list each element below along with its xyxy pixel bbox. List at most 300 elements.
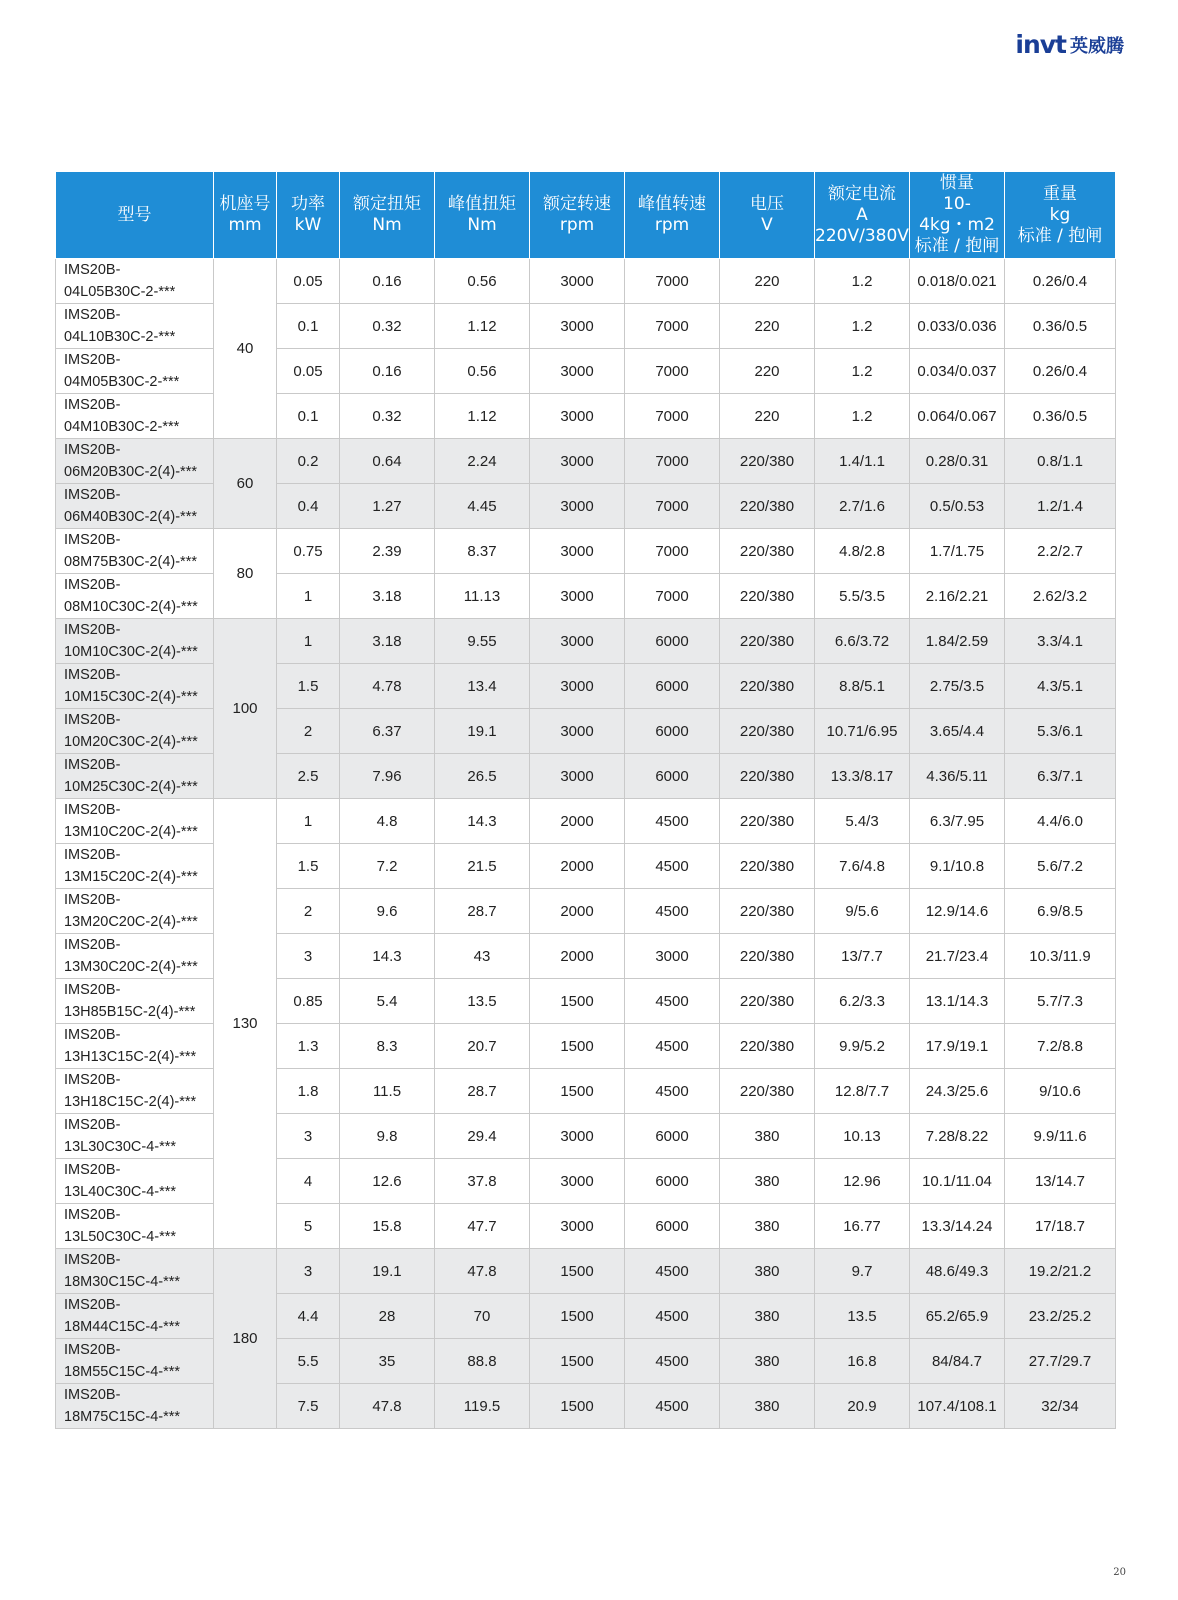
cell-peak-torque: 21.5	[435, 844, 530, 889]
cell-weight: 17/18.7	[1005, 1204, 1116, 1249]
cell-weight: 6.9/8.5	[1005, 889, 1116, 934]
cell-model	[56, 844, 214, 889]
cell-peak-speed: 6000	[625, 1159, 720, 1204]
cell-inertia: 0.064/0.067	[910, 394, 1005, 439]
cell-peak-torque: 88.8	[435, 1339, 530, 1384]
cell-power: 0.05	[277, 259, 340, 304]
cell-rated-current: 10.13	[815, 1114, 910, 1159]
cell-weight: 3.3/4.1	[1005, 619, 1116, 664]
cell-model	[56, 394, 214, 439]
cell-peak-torque: 28.7	[435, 1069, 530, 1114]
cell-voltage: 220/380	[720, 1069, 815, 1114]
cell-inertia: 3.65/4.4	[910, 709, 1005, 754]
invt-logo	[1015, 30, 1124, 59]
cell-model	[56, 1339, 214, 1384]
cell-rated-torque: 12.6	[340, 1159, 435, 1204]
cell-power: 3	[277, 934, 340, 979]
header-power-line: 功率	[291, 194, 325, 214]
cell-rated-speed: 1500	[530, 1024, 625, 1069]
model-line: IMS20B-	[64, 262, 121, 278]
model-line: IMS20B-	[64, 982, 121, 998]
cell-peak-speed: 7000	[625, 439, 720, 484]
cell-rated-speed: 2000	[530, 889, 625, 934]
header-peak-torque-line: 峰值扭矩	[448, 194, 516, 214]
cell-weight: 27.7/29.7	[1005, 1339, 1116, 1384]
model-line: 10M15C30C-2(4)-***	[64, 689, 198, 705]
cell-rated-torque: 7.2	[340, 844, 435, 889]
header-rated-current-line: 额定电流	[828, 183, 896, 204]
cell-model	[56, 1159, 214, 1204]
cell-model	[56, 529, 214, 574]
cell-rated-torque: 14.3	[340, 934, 435, 979]
cell-inertia: 2.75/3.5	[910, 664, 1005, 709]
cell-peak-speed: 4500	[625, 1384, 720, 1429]
cell-model	[56, 754, 214, 799]
cell-peak-torque: 11.13	[435, 574, 530, 619]
cell-model	[56, 439, 214, 484]
cell-peak-torque: 9.55	[435, 619, 530, 664]
header-peak-torque-line: Nm	[467, 215, 497, 235]
table-row	[56, 1249, 1116, 1294]
header-power	[277, 172, 340, 259]
cell-inertia: 2.16/2.21	[910, 574, 1005, 619]
cell-peak-speed: 6000	[625, 709, 720, 754]
header-voltage-line: 电压	[750, 194, 784, 214]
cell-rated-torque: 0.64	[340, 439, 435, 484]
cell-weight: 13/14.7	[1005, 1159, 1116, 1204]
cell-rated-speed: 2000	[530, 934, 625, 979]
cell-rated-current: 16.77	[815, 1204, 910, 1249]
cell-inertia: 10.1/11.04	[910, 1159, 1005, 1204]
cell-rated-torque: 0.16	[340, 349, 435, 394]
cell-rated-current: 12.96	[815, 1159, 910, 1204]
cell-peak-torque: 26.5	[435, 754, 530, 799]
cell-peak-speed: 4500	[625, 1339, 720, 1384]
model-line: 13M10C20C-2(4)-***	[64, 824, 198, 840]
cell-weight: 1.2/1.4	[1005, 484, 1116, 529]
header-rated-current-line: 220V/380V	[815, 225, 909, 246]
model-line: IMS20B-	[64, 802, 121, 818]
cell-rated-speed: 1500	[530, 1384, 625, 1429]
header-inertia	[910, 172, 1005, 259]
model-line: IMS20B-	[64, 1297, 121, 1313]
cell-rated-speed: 3000	[530, 1114, 625, 1159]
cell-peak-torque: 37.8	[435, 1159, 530, 1204]
model-line: IMS20B-	[64, 1387, 121, 1403]
cell-voltage: 220	[720, 394, 815, 439]
cell-model	[56, 709, 214, 754]
cell-inertia: 13.3/14.24	[910, 1204, 1005, 1249]
cell-rated-speed: 3000	[530, 304, 625, 349]
page-number: 20	[1113, 1567, 1126, 1578]
cell-power: 2.5	[277, 754, 340, 799]
table-row	[56, 799, 1116, 844]
cell-peak-speed: 6000	[625, 664, 720, 709]
model-line: 06M20B30C-2(4)-***	[64, 464, 197, 480]
cell-rated-speed: 1500	[530, 1294, 625, 1339]
cell-peak-torque: 8.37	[435, 529, 530, 574]
cell-rated-current: 10.71/6.95	[815, 709, 910, 754]
cell-rated-current: 1.2	[815, 394, 910, 439]
cell-inertia: 48.6/49.3	[910, 1249, 1005, 1294]
cell-rated-speed: 3000	[530, 754, 625, 799]
cell-peak-speed: 6000	[625, 619, 720, 664]
model-line: IMS20B-	[64, 397, 121, 413]
cell-rated-torque: 7.96	[340, 754, 435, 799]
cell-rated-torque: 15.8	[340, 1204, 435, 1249]
header-rated-torque	[340, 172, 435, 259]
cell-peak-speed: 4500	[625, 1069, 720, 1114]
model-line: IMS20B-	[64, 1072, 121, 1088]
model-line: 10M10C30C-2(4)-***	[64, 644, 198, 660]
cell-weight: 2.62/3.2	[1005, 574, 1116, 619]
header-frame-line: 机座号	[219, 194, 271, 214]
cell-peak-speed: 7000	[625, 574, 720, 619]
cell-rated-speed: 3000	[530, 259, 625, 304]
header-weight	[1005, 172, 1116, 259]
cell-power: 1.8	[277, 1069, 340, 1114]
cell-rated-current: 1.2	[815, 259, 910, 304]
cell-rated-speed: 3000	[530, 1159, 625, 1204]
header-inertia-line: 标准 / 抱闸	[914, 236, 1000, 256]
header-rated-speed-line: rpm	[559, 215, 595, 235]
cell-model	[56, 799, 214, 844]
cell-peak-speed: 7000	[625, 484, 720, 529]
cell-voltage: 220/380	[720, 574, 815, 619]
model-line: 04L05B30C-2-***	[64, 284, 176, 300]
cell-power: 7.5	[277, 1384, 340, 1429]
cell-power: 5	[277, 1204, 340, 1249]
cell-inertia: 13.1/14.3	[910, 979, 1005, 1024]
cell-rated-speed: 3000	[530, 484, 625, 529]
cell-power: 4	[277, 1159, 340, 1204]
model-line: 18M75C15C-4-***	[64, 1409, 181, 1425]
cell-rated-current: 13.3/8.17	[815, 754, 910, 799]
cell-weight: 7.2/8.8	[1005, 1024, 1116, 1069]
cell-frame: 60	[214, 439, 277, 529]
model-line: 13L50C30C-4-***	[64, 1229, 177, 1245]
model-line: 18M44C15C-4-***	[64, 1319, 181, 1335]
cell-rated-current: 2.7/1.6	[815, 484, 910, 529]
header-voltage-line: V	[761, 215, 773, 235]
model-line: 10M20C30C-2(4)-***	[64, 734, 198, 750]
cell-peak-speed: 4500	[625, 799, 720, 844]
cell-voltage: 380	[720, 1204, 815, 1249]
cell-rated-torque: 6.37	[340, 709, 435, 754]
cell-model	[56, 484, 214, 529]
cell-peak-speed: 7000	[625, 349, 720, 394]
cell-weight: 23.2/25.2	[1005, 1294, 1116, 1339]
cell-rated-speed: 3000	[530, 1204, 625, 1249]
cell-model	[56, 1204, 214, 1249]
cell-voltage: 380	[720, 1114, 815, 1159]
model-line: 13L30C30C-4-***	[64, 1139, 177, 1155]
cell-inertia: 65.2/65.9	[910, 1294, 1005, 1339]
header-inertia-line: 4kg・m2	[919, 215, 995, 235]
cell-peak-speed: 4500	[625, 844, 720, 889]
cell-rated-speed: 3000	[530, 439, 625, 484]
model-line: IMS20B-	[64, 937, 121, 953]
model-line: IMS20B-	[64, 757, 121, 773]
model-line: 13L40C30C-4-***	[64, 1184, 177, 1200]
model-line: IMS20B-	[64, 1252, 121, 1268]
header-rated-torque-line: Nm	[372, 215, 402, 235]
cell-voltage: 380	[720, 1294, 815, 1339]
table-row	[56, 529, 1116, 574]
cell-inertia: 84/84.7	[910, 1339, 1005, 1384]
cell-rated-current: 16.8	[815, 1339, 910, 1384]
cell-inertia: 4.36/5.11	[910, 754, 1005, 799]
cell-voltage: 220/380	[720, 664, 815, 709]
cell-peak-torque: 119.5	[435, 1384, 530, 1429]
model-line: 10M25C30C-2(4)-***	[64, 779, 198, 795]
model-line: 04M05B30C-2-***	[64, 374, 180, 390]
cell-rated-current: 1.4/1.1	[815, 439, 910, 484]
cell-peak-torque: 43	[435, 934, 530, 979]
cell-voltage: 220/380	[720, 619, 815, 664]
cell-rated-torque: 35	[340, 1339, 435, 1384]
cell-peak-torque: 14.3	[435, 799, 530, 844]
model-line: IMS20B-	[64, 667, 121, 683]
cell-rated-current: 6.2/3.3	[815, 979, 910, 1024]
cell-weight: 4.3/5.1	[1005, 664, 1116, 709]
header-power-line: kW	[294, 215, 322, 235]
cell-peak-speed: 6000	[625, 754, 720, 799]
model-line: IMS20B-	[64, 442, 121, 458]
model-line: 08M75B30C-2(4)-***	[64, 554, 197, 570]
cell-peak-torque: 0.56	[435, 259, 530, 304]
cell-rated-speed: 3000	[530, 529, 625, 574]
cell-peak-speed: 3000	[625, 934, 720, 979]
cell-voltage: 220/380	[720, 844, 815, 889]
cell-power: 1.5	[277, 664, 340, 709]
logo-wordmark: invt	[1015, 30, 1066, 59]
model-line: 13M20C20C-2(4)-***	[64, 914, 198, 930]
cell-rated-speed: 3000	[530, 394, 625, 439]
cell-power: 1	[277, 619, 340, 664]
cell-power: 0.2	[277, 439, 340, 484]
cell-rated-speed: 3000	[530, 664, 625, 709]
cell-frame: 40	[214, 259, 277, 439]
cell-voltage: 220	[720, 304, 815, 349]
cell-model	[56, 1249, 214, 1294]
cell-peak-torque: 47.7	[435, 1204, 530, 1249]
model-line: 08M10C30C-2(4)-***	[64, 599, 198, 615]
cell-weight: 5.3/6.1	[1005, 709, 1116, 754]
model-line: 06M40B30C-2(4)-***	[64, 509, 197, 525]
cell-power: 0.75	[277, 529, 340, 574]
cell-rated-current: 5.4/3	[815, 799, 910, 844]
model-line: IMS20B-	[64, 1117, 121, 1133]
header-peak-torque	[435, 172, 530, 259]
cell-model	[56, 619, 214, 664]
cell-weight: 10.3/11.9	[1005, 934, 1116, 979]
cell-power: 0.05	[277, 349, 340, 394]
cell-power: 5.5	[277, 1339, 340, 1384]
cell-voltage: 380	[720, 1384, 815, 1429]
cell-rated-current: 9.7	[815, 1249, 910, 1294]
logo-cn-name: 英威腾	[1070, 35, 1124, 57]
cell-rated-torque: 11.5	[340, 1069, 435, 1114]
cell-weight: 0.26/0.4	[1005, 349, 1116, 394]
cell-model	[56, 1024, 214, 1069]
cell-weight: 0.36/0.5	[1005, 304, 1116, 349]
model-line: IMS20B-	[64, 1207, 121, 1223]
cell-rated-torque: 0.16	[340, 259, 435, 304]
header-model-line: 型号	[117, 204, 152, 225]
model-line: 13H18C15C-2(4)-***	[64, 1094, 197, 1110]
cell-power: 1.5	[277, 844, 340, 889]
model-line: IMS20B-	[64, 307, 121, 323]
cell-weight: 9.9/11.6	[1005, 1114, 1116, 1159]
header-voltage	[720, 172, 815, 259]
header-weight-line: kg	[1049, 204, 1071, 225]
cell-peak-torque: 47.8	[435, 1249, 530, 1294]
cell-peak-speed: 4500	[625, 889, 720, 934]
header-inertia-line: 惯量	[940, 173, 974, 193]
cell-rated-current: 8.8/5.1	[815, 664, 910, 709]
cell-model	[56, 1069, 214, 1114]
cell-weight: 4.4/6.0	[1005, 799, 1116, 844]
cell-frame: 100	[214, 619, 277, 799]
header-frame-line: mm	[228, 215, 262, 235]
cell-inertia: 0.28/0.31	[910, 439, 1005, 484]
cell-rated-speed: 3000	[530, 619, 625, 664]
cell-rated-torque: 0.32	[340, 304, 435, 349]
cell-peak-speed: 7000	[625, 304, 720, 349]
cell-rated-current: 7.6/4.8	[815, 844, 910, 889]
cell-voltage: 220/380	[720, 754, 815, 799]
cell-model	[56, 979, 214, 1024]
cell-rated-current: 6.6/3.72	[815, 619, 910, 664]
cell-weight: 6.3/7.1	[1005, 754, 1116, 799]
cell-voltage: 220/380	[720, 439, 815, 484]
header-peak-speed	[625, 172, 720, 259]
cell-model	[56, 349, 214, 394]
cell-peak-torque: 4.45	[435, 484, 530, 529]
motor-spec-table	[55, 171, 1116, 1429]
cell-inertia: 9.1/10.8	[910, 844, 1005, 889]
cell-power: 4.4	[277, 1294, 340, 1339]
cell-voltage: 220/380	[720, 934, 815, 979]
cell-inertia: 0.033/0.036	[910, 304, 1005, 349]
cell-peak-speed: 6000	[625, 1204, 720, 1249]
header-rated-current-line: A	[856, 204, 868, 225]
cell-rated-speed: 1500	[530, 979, 625, 1024]
model-line: IMS20B-	[64, 1342, 121, 1358]
cell-weight: 32/34	[1005, 1384, 1116, 1429]
model-line: 13M15C20C-2(4)-***	[64, 869, 198, 885]
cell-rated-current: 12.8/7.7	[815, 1069, 910, 1114]
cell-peak-speed: 4500	[625, 1249, 720, 1294]
cell-model	[56, 304, 214, 349]
cell-inertia: 24.3/25.6	[910, 1069, 1005, 1114]
cell-peak-torque: 70	[435, 1294, 530, 1339]
table-row	[56, 439, 1116, 484]
header-peak-speed-line: rpm	[654, 215, 690, 235]
cell-inertia: 7.28/8.22	[910, 1114, 1005, 1159]
header-model	[56, 172, 214, 259]
cell-rated-current: 4.8/2.8	[815, 529, 910, 574]
cell-peak-torque: 19.1	[435, 709, 530, 754]
header-frame	[214, 172, 277, 259]
cell-voltage: 220/380	[720, 889, 815, 934]
cell-rated-current: 5.5/3.5	[815, 574, 910, 619]
cell-rated-speed: 1500	[530, 1069, 625, 1114]
model-line: IMS20B-	[64, 1027, 121, 1043]
cell-power: 3	[277, 1114, 340, 1159]
cell-rated-current: 9.9/5.2	[815, 1024, 910, 1069]
cell-voltage: 220/380	[720, 799, 815, 844]
cell-frame: 180	[214, 1249, 277, 1429]
cell-model	[56, 574, 214, 619]
cell-voltage: 220/380	[720, 979, 815, 1024]
cell-peak-torque: 13.5	[435, 979, 530, 1024]
cell-inertia: 12.9/14.6	[910, 889, 1005, 934]
cell-model	[56, 1294, 214, 1339]
model-line: 18M55C15C-4-***	[64, 1364, 181, 1380]
cell-peak-speed: 7000	[625, 394, 720, 439]
cell-inertia: 0.034/0.037	[910, 349, 1005, 394]
model-line: IMS20B-	[64, 622, 121, 638]
cell-rated-current: 20.9	[815, 1384, 910, 1429]
cell-peak-torque: 2.24	[435, 439, 530, 484]
table-header-row	[56, 172, 1116, 259]
cell-rated-torque: 3.18	[340, 619, 435, 664]
cell-power: 0.1	[277, 394, 340, 439]
cell-rated-speed: 2000	[530, 799, 625, 844]
cell-rated-torque: 47.8	[340, 1384, 435, 1429]
cell-power: 0.4	[277, 484, 340, 529]
cell-inertia: 21.7/23.4	[910, 934, 1005, 979]
cell-frame: 80	[214, 529, 277, 619]
model-line: IMS20B-	[64, 847, 121, 863]
cell-power: 2	[277, 889, 340, 934]
header-peak-speed-line: 峰值转速	[638, 194, 706, 214]
model-line: IMS20B-	[64, 1162, 121, 1178]
cell-rated-torque: 5.4	[340, 979, 435, 1024]
cell-voltage: 380	[720, 1339, 815, 1384]
model-line: IMS20B-	[64, 487, 121, 503]
cell-voltage: 220/380	[720, 1024, 815, 1069]
cell-voltage: 220	[720, 349, 815, 394]
cell-power: 3	[277, 1249, 340, 1294]
cell-power: 2	[277, 709, 340, 754]
cell-rated-current: 13/7.7	[815, 934, 910, 979]
cell-weight: 5.6/7.2	[1005, 844, 1116, 889]
cell-rated-torque: 19.1	[340, 1249, 435, 1294]
cell-weight: 0.26/0.4	[1005, 259, 1116, 304]
header-rated-torque-line: 额定扭矩	[353, 194, 421, 214]
model-line: IMS20B-	[64, 712, 121, 728]
cell-weight: 19.2/21.2	[1005, 1249, 1116, 1294]
model-line: 18M30C15C-4-***	[64, 1274, 181, 1290]
model-line: 13H13C15C-2(4)-***	[64, 1049, 197, 1065]
cell-model	[56, 934, 214, 979]
cell-rated-current: 13.5	[815, 1294, 910, 1339]
cell-peak-speed: 4500	[625, 1024, 720, 1069]
cell-rated-torque: 3.18	[340, 574, 435, 619]
cell-peak-torque: 13.4	[435, 664, 530, 709]
cell-rated-speed: 3000	[530, 574, 625, 619]
cell-weight: 9/10.6	[1005, 1069, 1116, 1114]
cell-rated-speed: 1500	[530, 1249, 625, 1294]
cell-voltage: 380	[720, 1159, 815, 1204]
cell-peak-speed: 4500	[625, 1294, 720, 1339]
cell-peak-torque: 1.12	[435, 304, 530, 349]
cell-rated-current: 9/5.6	[815, 889, 910, 934]
cell-voltage: 380	[720, 1249, 815, 1294]
